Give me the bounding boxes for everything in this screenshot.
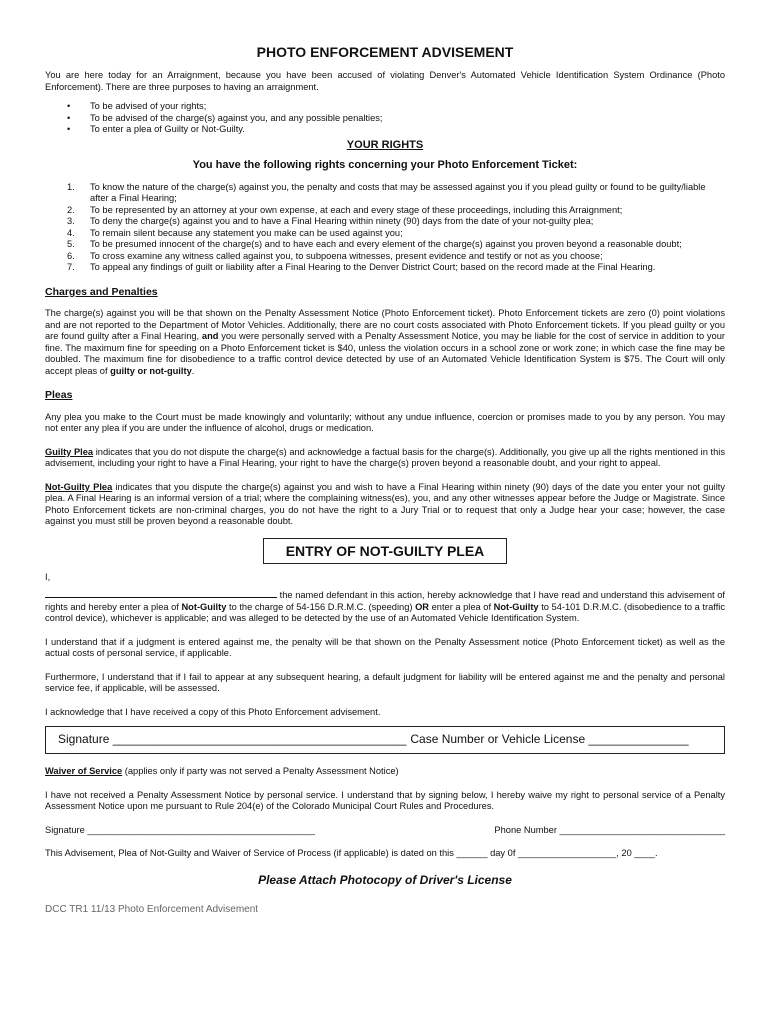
rights-number: 3. [67, 216, 75, 226]
charges-text-b: you were personally served with a Penalty Assessment Notice, you may be liable for the cost of service in addition to your fine. The maximum fine for speeding on a Photo Enforcement ticket is $40, unless the violation occurs in a school zone or work zone; in which case the fine may be doubled. The maximum fine for disobedience to a traffic control device detected by use of an Automated Vehicle Identification System is $75. The Court will only accept pleas of [45, 331, 725, 376]
rights-item [45, 251, 725, 263]
charges-text-a: The charge(s) against you will be that shown on the Penalty Assessment Notice (Photo Enforcement ticket). Photo Enforcement tickets are zero (0) point violations and are not reported to the Department of Motor Vehicles. Additionally, there are no court costs associated with Photo Enforcement tickets. If you plead guilty or you are found guilty after a Final Hearing, [45, 308, 725, 341]
charges-paragraph [45, 308, 725, 377]
rights-text: To be presumed innocent of the charge(s) and to have each and every element of the charge(s) against you proven beyond a reasonable doubt; [90, 239, 682, 249]
guilty-plea-label: Guilty Plea [45, 446, 94, 457]
ack-text-a: the named defendant in this action, hereby acknowledge that I have read and understand this advisement of rights and hereby enter a plea of [45, 590, 725, 612]
rights-text: To remain silent because any statement you make can be used against you; [90, 227, 403, 238]
ack-text-b: to the charge of 54-156 D.R.M.C. (speeding) [229, 601, 413, 612]
charges-heading: Charges and Penalties [45, 285, 158, 298]
pleas-paragraph: Any plea you make to the Court must be made knowingly and voluntarily; without any undue influence, coercion or promises made to you by any person. You may not enter any plea if you are under the influence of alcohol, drugs or medication. [45, 411, 725, 433]
pleas-heading: Pleas [45, 389, 73, 401]
rights-item [45, 205, 725, 217]
not-guilty-plea-paragraph [45, 482, 725, 528]
i-label: I, [45, 571, 51, 582]
rights-number: 5. [67, 239, 75, 249]
rights-number: 1. [67, 181, 75, 192]
document-page [45, 44, 725, 916]
charges-text-end: . [191, 365, 195, 376]
accepted-pleas: guilty or not-guilty [110, 365, 192, 376]
charges-and-emphasis: and [201, 331, 219, 341]
rights-text: To be represented by an attorney at your own expense, at each and every stage of these proceedings, including this Arraignment; [90, 204, 623, 215]
rights-list [45, 182, 725, 274]
attach-license-note: Please Attach Photocopy of Driver's License [258, 872, 512, 887]
purposes-list [45, 101, 725, 136]
rights-item [45, 228, 725, 240]
document-title: PHOTO ENFORCEMENT ADVISEMENT [256, 44, 514, 60]
case-number-field[interactable]: Case Number or Vehicle License _______________ [410, 732, 689, 747]
rights-item [45, 182, 725, 205]
guilty-plea-text: indicates that you do not dispute the charge(s) and acknowledge a factual basis for the charge(s). Additionally, you give up all the rights mentioned in this advisement, including your right to have a Final Hearing, your right to have the charge(s) proven beyond a reasonable doubt, and your right to appeal. [45, 446, 725, 468]
rights-item [45, 262, 725, 274]
rights-number: 2. [67, 204, 75, 215]
acknowledgment-paragraph [45, 589, 725, 625]
ack-text-d: to 54-101 D.R.M.C. (disobedience to a traffic control device), whichever is applicable; and was alleged to be detected by the use of an Automated Vehicle Identification System. [45, 601, 725, 623]
purpose-item: • To be advised of the charge(s) against you, and any possible penalties; [45, 113, 725, 125]
waiver-signature-row [45, 825, 725, 837]
rights-text: To deny the charge(s) against you and to have a Final Hearing within ninety (90) days from the date of your not-guilty plea; [90, 216, 594, 226]
waiver-heading-line [45, 766, 725, 778]
waiver-signature-field[interactable]: Signature ____________________________________________ [45, 824, 315, 835]
not-guilty-plea-label: Not-Guilty Plea [45, 481, 113, 492]
dated-line[interactable]: This Advisement, Plea of Not-Guilty and Waiver of Service of Process (if applicable) is dated on this ______ day 0f ___________________, 20 ____. [45, 848, 658, 858]
defendant-name-field[interactable] [45, 589, 277, 598]
rights-item [45, 239, 725, 251]
signature-field[interactable]: Signature ____________________________________________ [58, 732, 407, 747]
your-rights-heading: YOUR RIGHTS [346, 138, 424, 151]
intro-paragraph: You are here today for an Arraignment, because you have been accused of violating Denver's Automated Vehicle Identification System Ordinance (Photo Enforcement). There are three purposes to having an arraignment. [45, 70, 725, 92]
judgment-paragraph: I understand that if a judgment is entered against me, the penalty will be that shown on the Penalty Assessment notice (Photo Enforcement ticket) as well as the actual costs of personal service, if applicable. [45, 636, 725, 658]
purpose-item: • To enter a plea of Guilty or Not-Guilty. [45, 124, 725, 136]
rights-item [45, 216, 725, 228]
or-emphasis: OR [415, 601, 430, 612]
rights-subheading: You have the following rights concerning your Photo Enforcement Ticket: [192, 159, 578, 171]
waiver-paragraph: I have not received a Penalty Assessment Notice by personal service. I understand that by signing below, I hereby waive my right to personal service of a Penalty Assessment Notice upon me pursuant to Rule 204(e) of the Colorado Municipal Court Rules and Procedures. [45, 789, 725, 811]
form-footer: DCC TR1 11/13 Photo Enforcement Advisement [45, 904, 259, 915]
rights-number: 4. [67, 227, 75, 238]
rights-text: To know the nature of the charge(s) against you, the penalty and costs that may be assessed against you if you plead guilty or found to be guilty/liable after a Final Hearing; [90, 181, 706, 203]
rights-text: To appeal any findings of guilt or liability after a Final Hearing to the Denver District Court; based on the record made at the Final Hearing. [90, 262, 656, 272]
waiver-heading-note: (applies only if party was not served a Penalty Assessment Notice) [122, 766, 399, 776]
not-guilty-emphasis: Not-Guilty [493, 601, 539, 612]
rights-text: To cross examine any witness called against you, to subpoena witnesses, present evidence and testify or not as you choose; [90, 250, 603, 261]
entry-heading-box: ENTRY OF NOT-GUILTY PLEA [263, 538, 507, 564]
copy-acknowledgment: I acknowledge that I have received a copy of this Photo Enforcement advisement. [45, 706, 381, 717]
ack-text-c: enter a plea of [431, 601, 492, 612]
failure-to-appear-paragraph: Furthermore, I understand that if I fail to appear at any subsequent hearing, a default judgment for liability will be entered against me and the penalty and personal service fee, if applicable, will be assessed. [45, 671, 725, 693]
purpose-item: • To be advised of your rights; [45, 101, 725, 113]
guilty-plea-paragraph [45, 447, 725, 470]
rights-number: 7. [67, 262, 75, 272]
phone-number-field[interactable]: Phone Number ________________________________ [494, 824, 725, 835]
not-guilty-emphasis: Not-Guilty [181, 601, 227, 612]
rights-number: 6. [67, 250, 75, 261]
signature-box [45, 726, 725, 754]
not-guilty-plea-text: indicates that you dispute the charge(s) against you and wish to have a Final Hearing within ninety (90) days of the date you enter your not guilty plea. A Final Hearing is an informal version of a trial; where the complaining witness(es), you, and any other witnesses appear before the Judge or Magistrate. Since Photo Enforcement tickets are non-criminal charges, you do not have the right to a Jury Trial or to request that only a Judge hear your case; however, the case against you must still be proven beyond a reasonable doubt. [45, 481, 725, 526]
waiver-heading: Waiver of Service [45, 766, 123, 776]
